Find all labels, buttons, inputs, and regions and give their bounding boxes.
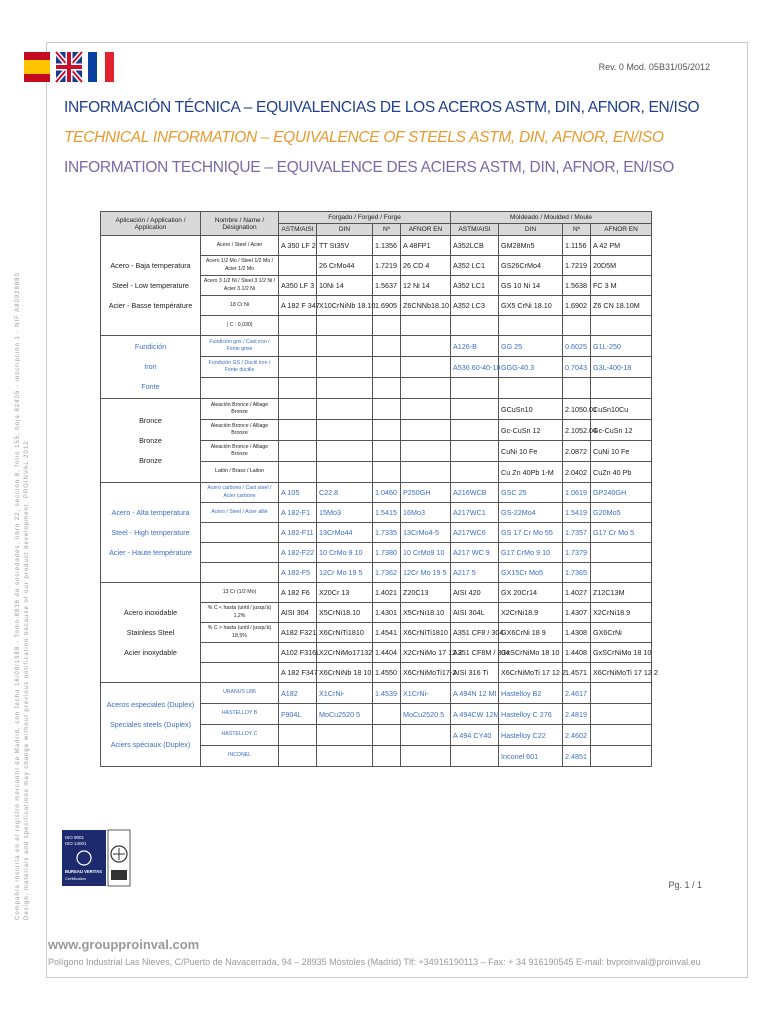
- value-cell: [401, 316, 451, 336]
- header-name: Nombre / Name / Désignation: [201, 212, 279, 236]
- value-cell: P250GH: [401, 483, 451, 503]
- value-cell: X6CrNiMoTi 17 12 2: [499, 663, 563, 683]
- application-label: Fundición: [134, 342, 167, 351]
- table-row: [101, 236, 652, 256]
- value-cell: A216WCB: [451, 483, 499, 503]
- value-cell: [401, 378, 451, 399]
- value-cell: 1.1356: [373, 236, 401, 256]
- value-cell: G1L-250: [591, 336, 652, 357]
- value-cell: 1.7219: [563, 256, 591, 276]
- value-cell: 1.7335: [373, 523, 401, 543]
- value-cell: G20Mo5: [591, 503, 652, 523]
- value-cell: A 42 PM: [591, 236, 652, 256]
- value-cell: 10 CrMo9 10: [401, 543, 451, 563]
- designation-cell: Acero / Steel / Acier allié: [201, 503, 279, 523]
- header-afnor-forged: AFNOR EN: [401, 224, 451, 236]
- value-cell: G3L-400-18: [591, 357, 652, 378]
- application-label: Acero - Baja temperatura: [110, 260, 191, 270]
- value-cell: 0.7043: [563, 357, 591, 378]
- legal-side-note-line: Design, materials and specifications may change without previous notification because of our product development. PROINVAL 2012: [24, 440, 30, 920]
- value-cell: [401, 420, 451, 441]
- value-cell: AISI 304: [279, 603, 317, 623]
- value-cell: [279, 399, 317, 420]
- value-cell: [499, 316, 563, 336]
- value-cell: [317, 357, 373, 378]
- header-astm-forged: ASTM/AISI: [279, 224, 317, 236]
- designation-cell: [201, 643, 279, 663]
- value-cell: 1.4541: [373, 623, 401, 643]
- value-cell: [451, 378, 499, 399]
- value-cell: A351 CF8 / 304: [451, 623, 499, 643]
- value-cell: A217WC1: [451, 503, 499, 523]
- value-cell: GCuSn10: [499, 399, 563, 420]
- value-cell: [279, 357, 317, 378]
- value-cell: 1.4027: [563, 583, 591, 603]
- value-cell: 2.1050.01: [563, 399, 591, 420]
- value-cell: [279, 316, 317, 336]
- designation-cell: [201, 523, 279, 543]
- value-cell: Z20C13: [401, 583, 451, 603]
- value-cell: [451, 746, 499, 767]
- designation-cell: URANUS U86: [201, 683, 279, 704]
- value-cell: 16Mo3: [401, 503, 451, 523]
- website-link[interactable]: www.groupproinval.com: [48, 937, 200, 952]
- value-cell: A 182 F347: [279, 663, 317, 683]
- designation-cell: HASTELLOY C: [201, 725, 279, 746]
- value-cell: F904L: [279, 704, 317, 725]
- application-label: Speciales steels (Duplex): [109, 719, 192, 729]
- value-cell: A 494N 12 MI: [451, 683, 499, 704]
- value-cell: [373, 357, 401, 378]
- value-cell: A 182-F5: [279, 563, 317, 583]
- iso-14001-text: ISO 14001: [65, 841, 87, 846]
- value-cell: Hastelloy C 276: [499, 704, 563, 725]
- application-label: Acero inoxidable: [123, 607, 178, 617]
- value-cell: X6CrNiMoTi 17 12 2: [591, 663, 652, 683]
- value-cell: GGG-40.3: [499, 357, 563, 378]
- designation-cell: % C < hasta (until / jusqu'à) 1,2%: [201, 603, 279, 623]
- value-cell: [373, 316, 401, 336]
- designation-cell: Aleación Bronce / Alliage Bronze: [201, 420, 279, 441]
- steel-equivalence-table: [100, 211, 658, 767]
- value-cell: [317, 399, 373, 420]
- value-cell: A 105: [279, 483, 317, 503]
- value-cell: 12 Ni 14: [401, 276, 451, 296]
- value-cell: 1.4301: [373, 603, 401, 623]
- value-cell: GS 10 Ni 14: [499, 276, 563, 296]
- value-cell: 1.7357: [563, 523, 591, 543]
- value-cell: A 494 CY40: [451, 725, 499, 746]
- value-cell: 2.4851: [563, 746, 591, 767]
- value-cell: X2CrNi18.9: [499, 603, 563, 623]
- value-cell: [373, 746, 401, 767]
- value-cell: 1.7365: [563, 563, 591, 583]
- value-cell: [499, 378, 563, 399]
- value-cell: [591, 563, 652, 583]
- designation-cell: [201, 378, 279, 399]
- value-cell: 1.5637: [373, 276, 401, 296]
- designation-cell: Latón / Brass / Laiton: [201, 462, 279, 483]
- value-cell: [563, 378, 591, 399]
- application-label: Bronce: [139, 415, 162, 425]
- application-label: Acier - Basse température: [108, 300, 193, 310]
- value-cell: A352LCB: [451, 236, 499, 256]
- value-cell: [401, 336, 451, 357]
- value-cell: A 182-F1: [279, 503, 317, 523]
- value-cell: [591, 725, 652, 746]
- application-label: Bronze: [139, 435, 162, 445]
- value-cell: 2.1052.04: [563, 420, 591, 441]
- value-cell: X6CrNiMoTi17-2: [401, 663, 451, 683]
- value-cell: A217 WC 9: [451, 543, 499, 563]
- value-cell: 0.6025: [563, 336, 591, 357]
- value-cell: Z6CNNb18.10: [401, 296, 451, 316]
- value-cell: X1CrNi-: [317, 683, 373, 704]
- value-cell: [317, 316, 373, 336]
- value-cell: 1.4550: [373, 663, 401, 683]
- value-cell: A352 LC1: [451, 256, 499, 276]
- value-cell: 1.7380: [373, 543, 401, 563]
- value-cell: 1.6902: [563, 296, 591, 316]
- value-cell: [317, 336, 373, 357]
- value-cell: [317, 441, 373, 462]
- value-cell: [451, 441, 499, 462]
- table-row: [101, 399, 652, 420]
- value-cell: GS 17 Cr Mo 55: [499, 523, 563, 543]
- page-number: Pg. 1 / 1: [668, 880, 702, 890]
- value-cell: MoCu2520 5: [317, 704, 373, 725]
- designation-cell: [201, 563, 279, 583]
- value-cell: 1.4404: [373, 643, 401, 663]
- application-label: Fonte: [141, 382, 160, 391]
- value-cell: Hastelloy B2: [499, 683, 563, 704]
- designation-cell: 18 Cr Ni: [201, 296, 279, 316]
- value-cell: [373, 420, 401, 441]
- designation-cell: Aleación Bronce / Alliage Bronze: [201, 399, 279, 420]
- value-cell: A 182-F22: [279, 543, 317, 563]
- bureau-veritas-certification-logo: [62, 830, 130, 886]
- value-cell: 1.4021: [373, 583, 401, 603]
- value-cell: A126-B: [451, 336, 499, 357]
- value-cell: A350 LF 3: [279, 276, 317, 296]
- value-cell: 1.4539: [373, 683, 401, 704]
- value-cell: Inconel 601: [499, 746, 563, 767]
- value-cell: CuNi 10 Fe: [591, 441, 652, 462]
- value-cell: A182 F321: [279, 623, 317, 643]
- value-cell: [373, 725, 401, 746]
- application-label: Steel - Low temperature: [112, 280, 189, 290]
- value-cell: GxSCrNiMo 18 10: [499, 643, 563, 663]
- value-cell: A 350 LF 2: [279, 236, 317, 256]
- header-din-moulded: DIN: [499, 224, 563, 236]
- value-cell: X6CrNiTi1810: [401, 623, 451, 643]
- value-cell: CuSn10Cu: [591, 399, 652, 420]
- header-no-moulded: Nº: [563, 224, 591, 236]
- value-cell: [591, 543, 652, 563]
- uk-flag-icon[interactable]: [56, 52, 82, 82]
- value-cell: [279, 336, 317, 357]
- value-cell: A536 60-40-18: [451, 357, 499, 378]
- application-cell: [101, 236, 201, 336]
- value-cell: 15Mo3: [317, 503, 373, 523]
- value-cell: TT St35V: [317, 236, 373, 256]
- value-cell: A 182-F11: [279, 523, 317, 543]
- value-cell: [591, 704, 652, 725]
- designation-cell: Acero / Steel / Acier: [201, 236, 279, 256]
- spain-flag-icon[interactable]: [24, 52, 50, 82]
- header-forged: Forgado / Forged / Forge: [279, 212, 451, 224]
- value-cell: GxSCrNiMo 18 10: [591, 643, 652, 663]
- value-cell: 1.5415: [373, 503, 401, 523]
- value-cell: 1.7362: [373, 563, 401, 583]
- header-din-forged: DIN: [317, 224, 373, 236]
- value-cell: X20Cr 13: [317, 583, 373, 603]
- value-cell: 1.1156: [563, 236, 591, 256]
- value-cell: GS-22Mo4: [499, 503, 563, 523]
- value-cell: [373, 462, 401, 483]
- value-cell: Z6 CN 18.10M: [591, 296, 652, 316]
- value-cell: [401, 462, 451, 483]
- value-cell: Gc-CuSn 12: [499, 420, 563, 441]
- value-cell: X2CrNiMo17132: [317, 643, 373, 663]
- value-cell: A352 LC1: [451, 276, 499, 296]
- value-cell: [591, 746, 652, 767]
- designation-cell: HASTELLOY B: [201, 704, 279, 725]
- value-cell: G17 CrMo 9 10: [499, 543, 563, 563]
- value-cell: [279, 725, 317, 746]
- value-cell: Gc-CuSn 12: [591, 420, 652, 441]
- value-cell: A217WC6: [451, 523, 499, 543]
- value-cell: 26 CrMo44: [317, 256, 373, 276]
- value-cell: GX15Cr Mo5: [499, 563, 563, 583]
- value-cell: Z12C13M: [591, 583, 652, 603]
- value-cell: GP240GH: [591, 483, 652, 503]
- value-cell: [317, 420, 373, 441]
- value-cell: A217 5: [451, 563, 499, 583]
- company-address: Polígono Industrial Las Nieves, C/Puerto de Navacerrada, 94 – 28935 Móstoles (Madrid) Tlf: +34916190113 – Fax: + 34 916190545 E-mail: bvproinval@proinval.eu: [48, 957, 701, 967]
- application-cell: [101, 583, 201, 683]
- legal-side-note-line: Compañía inscrita en el registro mercantil de Madrid, con fecha 16/08/1988 - Tomo 8836 de sociedades, libro 22, sección 8, folio 155, hoja 82405 - inscripción 1 - NIF A80928880: [15, 272, 21, 920]
- value-cell: 13CrMo4-5: [401, 523, 451, 543]
- value-cell: [591, 378, 652, 399]
- value-cell: GX6CrNi: [591, 623, 652, 643]
- value-cell: 2.0872: [563, 441, 591, 462]
- table-row: [101, 683, 652, 704]
- header-astm-moulded: ASTM/AISI: [451, 224, 499, 236]
- value-cell: [563, 316, 591, 336]
- application-label: Acier - Haute température: [109, 547, 192, 557]
- table-body: [101, 236, 658, 767]
- value-cell: [373, 704, 401, 725]
- header-moulded: Moldeado / Moulded / Moule: [451, 212, 652, 224]
- designation-cell: Aleación Bronce / Alliage Bronze: [201, 441, 279, 462]
- value-cell: 1.0619: [563, 483, 591, 503]
- value-cell: [451, 420, 499, 441]
- application-cell: [101, 683, 201, 767]
- value-cell: 26 CD 4: [401, 256, 451, 276]
- application-cell: [101, 399, 201, 483]
- value-cell: [451, 462, 499, 483]
- value-cell: 1.6905: [373, 296, 401, 316]
- designation-cell: [201, 663, 279, 683]
- value-cell: 20D5M: [591, 256, 652, 276]
- value-cell: 1.5638: [563, 276, 591, 296]
- title-spanish: INFORMACIÓN TÉCNICA – EQUIVALENCIAS DE LOS ACEROS ASTM, DIN, AFNOR, EN/ISO: [64, 99, 700, 116]
- value-cell: 2.4617: [563, 683, 591, 704]
- value-cell: G17 Cr Mo 5: [591, 523, 652, 543]
- value-cell: [591, 316, 652, 336]
- value-cell: CuNi 10 Fe: [499, 441, 563, 462]
- application-cell: [101, 336, 201, 399]
- designation-cell: Acero carbono / Cast steel / Acier carbone: [201, 483, 279, 503]
- value-cell: 1.7379: [563, 543, 591, 563]
- iso-9001-text: ISO 9001: [65, 835, 85, 840]
- value-cell: X1CrNi-: [401, 683, 451, 704]
- designation-cell: Fundición GS / Ductil iron / Fonte ductile: [201, 357, 279, 378]
- value-cell: A 494CW 12M: [451, 704, 499, 725]
- value-cell: GX5 CrNi 18.10: [499, 296, 563, 316]
- value-cell: X6CrNiNb 18 10: [317, 663, 373, 683]
- value-cell: 12Cr Mo 19 5: [401, 563, 451, 583]
- value-cell: CuZn 40 Pb: [591, 462, 652, 483]
- value-cell: X10CrNiNb 18.10: [317, 296, 373, 316]
- application-label: Bronze: [139, 455, 162, 465]
- title-english: TECHNICAL INFORMATION – EQUIVALENCE OF STEELS ASTM, DIN, AFNOR, EN/ISO: [64, 129, 664, 146]
- value-cell: GSC 25: [499, 483, 563, 503]
- table-row: [101, 336, 652, 357]
- value-cell: [401, 746, 451, 767]
- application-label: Stainless Steel: [126, 627, 175, 637]
- value-cell: [451, 399, 499, 420]
- value-cell: [279, 462, 317, 483]
- value-cell: [373, 441, 401, 462]
- value-cell: [451, 316, 499, 336]
- value-cell: Hastelloy C22: [499, 725, 563, 746]
- france-flag-icon[interactable]: [88, 52, 114, 82]
- designation-cell: Acero 3 1/2 Ni / Steel 3 1/2 Ni / Acier 3 1/2 Ni: [201, 276, 279, 296]
- application-label: Acier inoxydable: [124, 647, 177, 657]
- value-cell: MoCu2520 5: [401, 704, 451, 725]
- table-row: [101, 483, 652, 503]
- value-cell: AISI 304L: [451, 603, 499, 623]
- value-cell: [317, 725, 373, 746]
- value-cell: A182: [279, 683, 317, 704]
- designation-cell: Fundición gris / Cast iron / Fonte grise: [201, 336, 279, 357]
- application-label: Aciers spéciaux (Duplex): [110, 739, 191, 749]
- value-cell: A102 F316L: [279, 643, 317, 663]
- value-cell: [401, 399, 451, 420]
- table-row: [101, 583, 652, 603]
- value-cell: A 182 F 347: [279, 296, 317, 316]
- value-cell: [373, 378, 401, 399]
- value-cell: 1.5419: [563, 503, 591, 523]
- value-cell: GG 25: [499, 336, 563, 357]
- value-cell: 1.7219: [373, 256, 401, 276]
- value-cell: 2.4819: [563, 704, 591, 725]
- value-cell: [401, 725, 451, 746]
- value-cell: [401, 441, 451, 462]
- value-cell: 2.0402: [563, 462, 591, 483]
- value-cell: X6CrNiTi1810: [317, 623, 373, 643]
- value-cell: 12Cr Mo 19 5: [317, 563, 373, 583]
- value-cell: [401, 357, 451, 378]
- value-cell: 13CrMo44: [317, 523, 373, 543]
- value-cell: A351 CF8M / 304: [451, 643, 499, 663]
- value-cell: 2.4602: [563, 725, 591, 746]
- value-cell: 10 CrMo 9 10: [317, 543, 373, 563]
- value-cell: 1.0460: [373, 483, 401, 503]
- application-label: Aceros especiales (Duplex): [106, 699, 195, 709]
- value-cell: FC 3 M: [591, 276, 652, 296]
- value-cell: GX 20Cr14: [499, 583, 563, 603]
- value-cell: X2CrNi18.9: [591, 603, 652, 623]
- application-label: Steel - High temperature: [111, 527, 190, 537]
- value-cell: [279, 746, 317, 767]
- value-cell: X2CrNiMo 17 12 2: [401, 643, 451, 663]
- designation-cell: % C > hasta (until / jusqu'à) 18,5%: [201, 623, 279, 643]
- value-cell: A 48FP1: [401, 236, 451, 256]
- value-cell: [373, 399, 401, 420]
- designation-cell: [201, 543, 279, 563]
- value-cell: A352 LC3: [451, 296, 499, 316]
- value-cell: X5CrNi18.10: [401, 603, 451, 623]
- designation-cell: Acero 1/2 Mo / Steel 1/2 Mo / Acier 1/2 Mo: [201, 256, 279, 276]
- header-no-forged: Nº: [373, 224, 401, 236]
- value-cell: 1.4307: [563, 603, 591, 623]
- value-cell: [279, 256, 317, 276]
- application-label: Iron: [144, 362, 157, 371]
- value-cell: GX6CrNi 18 9: [499, 623, 563, 643]
- value-cell: [373, 336, 401, 357]
- value-cell: [317, 746, 373, 767]
- application-label: Acero - Alta temperatura: [111, 507, 190, 517]
- value-cell: [317, 378, 373, 399]
- designation-cell: ( C : 0,030): [201, 316, 279, 336]
- revision-label: Rev. 0 Mod. 05B31/05/2012: [598, 62, 710, 72]
- value-cell: 1.4571: [563, 663, 591, 683]
- value-cell: C22.8: [317, 483, 373, 503]
- value-cell: [317, 462, 373, 483]
- legal-side-note: [14, 220, 32, 920]
- title-french: INFORMATION TECHNIQUE – EQUIVALENCE DES ACIERS ASTM, DIN, AFNOR, EN/ISO: [64, 159, 675, 176]
- designation-cell: 13 Cr (1/2 Mo): [201, 583, 279, 603]
- value-cell: 1.4408: [563, 643, 591, 663]
- value-cell: Cu Zn 40Pb 1-M: [499, 462, 563, 483]
- header-application: Aplicación / Application / Application: [101, 212, 201, 236]
- value-cell: 10Ni 14: [317, 276, 373, 296]
- value-cell: A 182 F6: [279, 583, 317, 603]
- value-cell: 1.4308: [563, 623, 591, 643]
- bureau-veritas-text: BUREAU VERITAS: [65, 869, 102, 874]
- value-cell: GS26CrMo4: [499, 256, 563, 276]
- value-cell: AISI 420: [451, 583, 499, 603]
- value-cell: AISI 316 Ti: [451, 663, 499, 683]
- header-afnor-moulded: AFNOR EN: [591, 224, 652, 236]
- certification-text: Certification: [65, 876, 87, 881]
- value-cell: X5CrNi18.10: [317, 603, 373, 623]
- value-cell: [279, 420, 317, 441]
- value-cell: [591, 683, 652, 704]
- value-cell: [279, 441, 317, 462]
- application-cell: [101, 483, 201, 583]
- value-cell: GM28Mn5: [499, 236, 563, 256]
- value-cell: [279, 378, 317, 399]
- designation-cell: INCONEL: [201, 746, 279, 767]
